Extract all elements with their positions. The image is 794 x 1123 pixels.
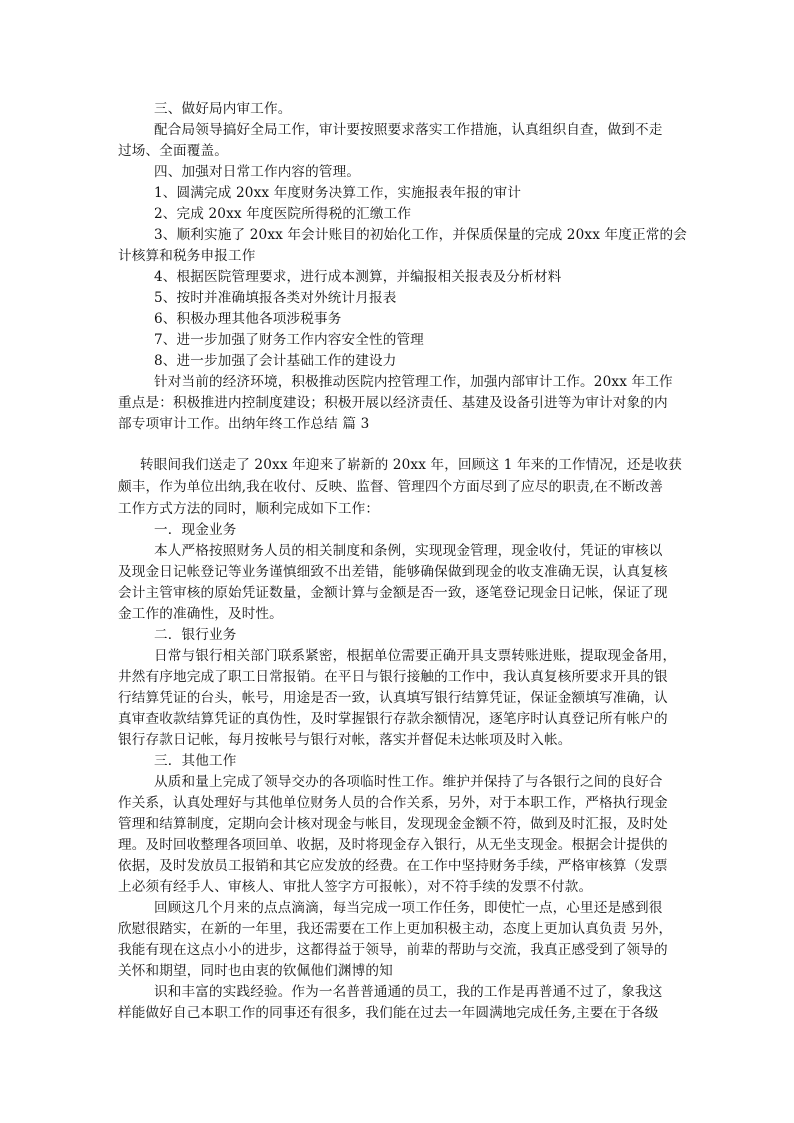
- text-line: 4、根据医院管理要求，进行成本测算，并编报相关报表及分析材料: [154, 269, 562, 285]
- text-line: 3、顺利实施了 20xx 年会计账目的初始化工作，并保质保量的完成 20xx 年度正常的会: [154, 227, 687, 243]
- text-line: 回顾这几个月来的点点滴滴，每当完成一项工作任务，即使忙一点，心里还是感到很: [154, 900, 663, 916]
- text-line: 针对当前的经济环境，积极推动医院内控管理工作，加强内部审计工作。20xx 年工作: [154, 374, 673, 390]
- text-line: 金工作的准确性，及时性。: [118, 606, 283, 622]
- text-line: 样能做好自己本职工作的同事还有很多，我们能在过去一年圆满地完成任务,主要在于各级: [118, 1005, 659, 1021]
- text-line: 2、完成 20xx 年度医院所得税的汇缴工作: [154, 206, 412, 222]
- text-line: 会计主管审核的原始凭证数量，金额计算与金额是否一致，逐笔登记现金日记帐，保证了现: [118, 585, 668, 601]
- text-line: 关怀和期望，同时也由衷的钦佩他们渊博的知: [118, 963, 393, 979]
- text-line: 5、按时并准确填报各类对外统计月报表: [154, 290, 397, 306]
- text-line: 真审查收款结算凭证的真伪性，及时掌握银行存款余额情况，逐笔序时认真登记所有帐户的: [118, 711, 668, 727]
- text-line: 本人严格按照财务人员的相关制度和条例，实现现金管理，现金收付，凭证的审核以: [154, 543, 663, 559]
- text-line: 识和丰富的实践经验。作为一名普普通通的员工，我的工作是再普通不过了，象我这: [154, 984, 663, 1000]
- text-line: 理。及时回收整理各项回单、收据，及时将现金存入银行，从无坐支现金。根据会计提供的: [118, 837, 668, 853]
- text-line: 1、圆满完成 20xx 年度财务决算工作，实施报表年报的审计: [154, 185, 522, 201]
- text-line: 计核算和税务申报工作: [118, 248, 256, 264]
- text-line: 颇丰，作为单位出纳,我在收付、反映、监督、管理四个方面尽到了应尽的职责,在不断改善: [118, 479, 663, 495]
- text-line: 7、进一步加强了财务工作内容安全性的管理: [154, 332, 424, 348]
- section-heading: 二．银行业务: [154, 627, 237, 643]
- text-line: 作关系，认真处理好与其他单位财务人员的合作关系，另外，对于本职工作，严格执行现金: [118, 795, 668, 811]
- text-line: 部专项审计工作。出纳年终工作总结 篇 3: [118, 416, 370, 432]
- text-line: 上必须有经手人、审核人、审批人签字方可报帐），对不符手续的发票不付款。: [118, 879, 593, 895]
- section-heading: 一．现金业务: [154, 522, 237, 538]
- text-line: 井然有序地完成了职工日常报销。在平日与银行接触的工作中，我认真复核所要求开具的银: [118, 669, 668, 685]
- text-line: 我能有现在这点小小的进步，这都得益于领导，前辈的帮助与交流，我真正感受到了领导的: [118, 942, 668, 958]
- text-line: 四、加强对日常工作内容的管理。: [154, 164, 361, 180]
- text-line: 行结算凭证的台头，帐号，用途是否一致，认真填写银行结算凭证，保证金额填写准确，认: [118, 690, 668, 706]
- text-line: 从质和量上完成了领导交办的各项临时性工作。维护并保持了与各银行之间的良好合: [154, 774, 663, 790]
- section-heading: 三．其他工作: [154, 753, 237, 769]
- text-line: 欣慰很踏实，在新的一年里，我还需要在工作上更加积极主动，态度上更加认真负责 另外，: [118, 921, 673, 937]
- text-line: 三、做好局内审工作。: [154, 101, 292, 117]
- text-line: 配合局领导搞好全局工作，审计要按照要求落实工作措施，认真组织自查，做到不走: [154, 122, 663, 138]
- text-line: 转眼间我们送走了 20xx 年迎来了崭新的 20xx 年，回顾这 1 年来的工作情况，还是收获: [140, 457, 682, 473]
- text-line: 8、进一步加强了会计基础工作的建设力: [154, 353, 397, 369]
- text-line: 依据，及时发放员工报销和其它应发放的经费。在工作中坚持财务手续，严格审核算（发票: [118, 858, 668, 874]
- text-line: 工作方式方法的同时，顺利完成如下工作：: [118, 501, 380, 517]
- text-line: 银行存款日记帐，每月按帐号与银行对帐，落实并督促未达帐项及时入帐。: [118, 732, 572, 748]
- text-line: 及现金日记帐登记等业务谨慎细致不出差错，能够确保做到现金的收支准确无误，认真复核: [118, 564, 668, 580]
- text-line: 重点是：积极推进内控制度建设；积极开展以经济责任、基建及设备引进等为审计对象的内: [118, 395, 668, 411]
- text-line: 6、积极办理其他各项涉税事务: [154, 311, 342, 327]
- text-line: 日常与银行相关部门联系紧密，根据单位需要正确开具支票转账进账，提取现金备用，: [154, 648, 677, 664]
- text-line: 管理和结算制度，定期向会计核对现金与帐目，发现现金金额不符，做到及时汇报，及时处: [118, 816, 668, 832]
- text-line: 过场、全面覆盖。: [118, 143, 228, 159]
